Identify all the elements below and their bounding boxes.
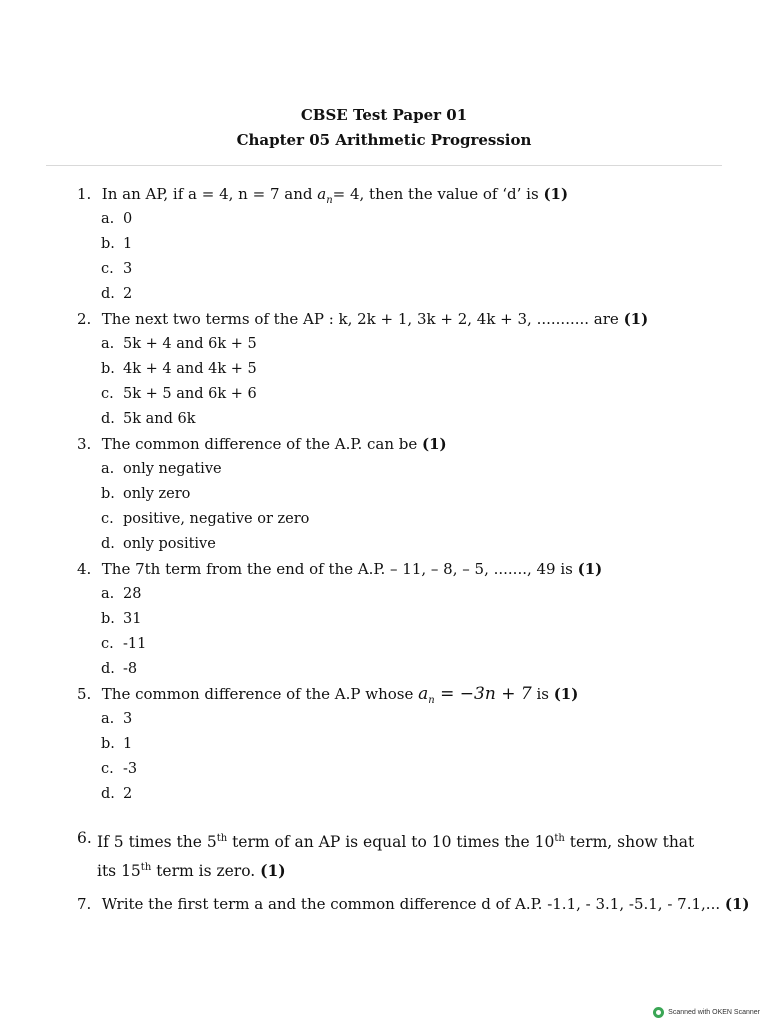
question-text: term, show that its 15 (97, 833, 695, 881)
scanner-watermark (653, 1007, 760, 1018)
question-text: term of an AP is equal to 10 times the 10 (227, 833, 555, 852)
option-text: 4k + 4 and 4k + 5 (123, 361, 257, 377)
option-letter: c. (101, 511, 114, 527)
option-letter: a. (101, 461, 115, 477)
question-text: If 5 times the 5 (97, 833, 217, 852)
option-letter: d. (101, 286, 115, 302)
option-letter: d. (101, 661, 115, 677)
marks: (1) (623, 310, 649, 328)
option-letter: a. (101, 586, 115, 602)
option-1a (101, 207, 132, 232)
question-4 (77, 557, 717, 582)
option-3d (101, 532, 216, 557)
option-text: 5k + 5 and 6k + 6 (123, 386, 257, 402)
option-text: 2 (123, 786, 133, 802)
option-5a (101, 707, 132, 732)
option-1c (101, 257, 132, 282)
math-a: a (317, 185, 327, 203)
option-letter: b. (101, 486, 115, 502)
superscript: th (554, 833, 565, 844)
option-3a (101, 457, 222, 482)
option-2b (101, 357, 257, 382)
page-subtitle: Chapter 05 Arithmetic Progression (236, 131, 532, 149)
question-number: 5. (77, 685, 92, 703)
superscript: th (140, 862, 152, 874)
question-2 (77, 307, 717, 332)
option-letter: d. (101, 786, 115, 802)
option-text: 3 (123, 261, 133, 277)
question-1 (77, 182, 717, 213)
option-letter: c. (101, 761, 114, 777)
question-text-cont: = 4, then the value of ‘d’ is (332, 185, 544, 203)
marks: (1) (724, 895, 750, 913)
question-text: The next two terms of the AP : k, 2k + 1, 3k + 2, 4k + 3, ........... are (101, 310, 624, 328)
math-formula: = −3n + 7 (434, 684, 532, 704)
option-text: 2 (123, 286, 133, 302)
question-text-cont: is (531, 685, 554, 703)
option-letter: b. (101, 236, 115, 252)
option-letter: d. (101, 536, 115, 552)
question-7 (77, 892, 757, 917)
marks: (1) (422, 435, 447, 453)
marks: (1) (577, 560, 603, 578)
option-text: 1 (123, 236, 133, 252)
question-number: 3. (77, 435, 92, 453)
question-number: 7. (77, 895, 92, 913)
option-4d (101, 657, 137, 682)
option-5d (101, 782, 132, 807)
option-text: only zero (123, 486, 191, 502)
option-letter: d. (101, 411, 115, 427)
option-text: -8 (123, 661, 138, 677)
question-text-block (97, 826, 702, 884)
option-3b (101, 482, 190, 507)
option-text: 3 (123, 711, 133, 727)
option-letter: a. (101, 711, 115, 727)
option-2c (101, 382, 257, 407)
option-text: -11 (123, 636, 147, 652)
math-a: a (418, 684, 429, 704)
question-number: 2. (77, 310, 92, 328)
option-letter: b. (101, 611, 115, 627)
option-text: 0 (123, 211, 133, 227)
option-2d (101, 407, 196, 432)
option-letter: b. (101, 361, 115, 377)
scanner-logo-icon (653, 1007, 664, 1018)
header-divider (46, 165, 722, 166)
question-6 (77, 826, 717, 884)
option-5c (101, 757, 137, 782)
question-5 (77, 682, 717, 713)
math-sub-n: n (326, 195, 333, 206)
superscript: th (216, 833, 228, 844)
option-1b (101, 232, 132, 257)
question-number: 6. (77, 829, 92, 847)
question-text: The common difference of the A.P whose (101, 685, 419, 703)
math-sub-n: n (428, 695, 435, 706)
question-text: The common difference of the A.P. can be (101, 435, 423, 453)
question-number: 1. (77, 185, 92, 203)
option-letter: a. (101, 336, 115, 352)
option-text: only negative (123, 461, 222, 477)
marks: (1) (553, 685, 579, 703)
option-4b (101, 607, 141, 632)
question-text: In an AP, if a = 4, n = 7 and (101, 185, 318, 203)
option-text: 5k and 6k (123, 411, 196, 427)
option-letter: c. (101, 636, 114, 652)
question-text: term is zero. (151, 862, 261, 881)
option-text: only positive (123, 536, 216, 552)
option-2a (101, 332, 257, 357)
marks: (1) (260, 861, 286, 881)
marks: (1) (543, 185, 569, 203)
option-text: 1 (123, 736, 133, 752)
option-letter: a. (101, 211, 115, 227)
option-letter: c. (101, 386, 114, 402)
option-letter: c. (101, 261, 114, 277)
option-text: 5k + 4 and 6k + 5 (123, 336, 257, 352)
option-3c (101, 507, 309, 532)
option-text: 31 (123, 611, 142, 627)
option-letter: b. (101, 736, 115, 752)
question-number: 4. (77, 560, 92, 578)
option-text: positive, negative or zero (123, 511, 310, 527)
question-3 (77, 432, 717, 457)
option-text: 28 (123, 586, 142, 602)
option-text: -3 (123, 761, 138, 777)
question-text: The 7th term from the end of the A.P. – 11, – 8, – 5, ......., 49 is (101, 560, 578, 578)
option-4a (101, 582, 141, 607)
scanner-text: Scanned with OKEN Scanner (668, 1009, 760, 1016)
option-1d (101, 282, 132, 307)
page-title: CBSE Test Paper 01 (300, 106, 468, 124)
question-text: Write the first term a and the common difference d of A.P. -1.1, - 3.1, -5.1, - 7.1,... (101, 895, 725, 913)
option-4c (101, 632, 146, 657)
option-5b (101, 732, 132, 757)
